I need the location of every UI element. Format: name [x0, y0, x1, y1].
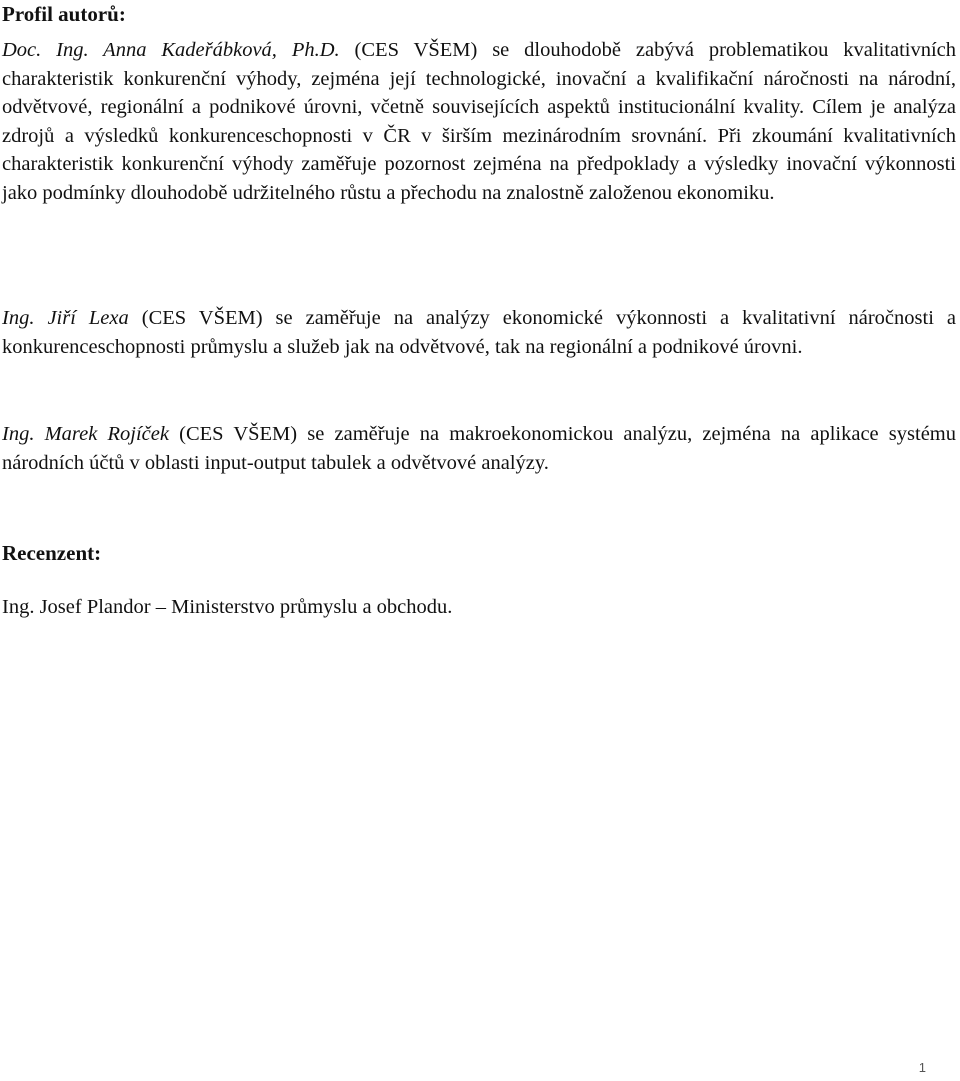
- author-description: (CES VŠEM) se dlouhodobě zabývá problematikou kvalitativních charakteristik konkurenční výhody, zejména její technologické, inovační a kvalifikační náročnosti na národní, odvětvové, regionální a podnikové úrovni, včetně souvisejících aspektů institucionální kvality. Cílem je analýza zdrojů a výsledků konkurenceschopnosti v ČR v širším mezinárodním srovnání. Při zkoumání kvalitativních charakteristik konkurenční výhody zaměřuje pozornost zejména na předpoklady a výsledky inovační výkonnosti jako podmínky dlouhodobě udržitelného růstu a přechodu na znalostně založenou ekonomiku.: [2, 39, 957, 204]
- author-description: (CES VŠEM) se zaměřuje na analýzy ekonomické výkonnosti a kvalitativní náročnosti a konkurenceschopnosti průmyslu a služeb jak na odvětvové, tak na regionální a podnikové úrovni.: [2, 307, 956, 358]
- author-name: Ing. Marek Rojíček: [2, 423, 169, 445]
- reviewer-heading: Recenzent:: [2, 541, 102, 565]
- author-paragraph: [2, 420, 956, 477]
- author-name: Doc. Ing. Anna Kadeřábková, Ph.D.: [2, 39, 340, 61]
- author-paragraph: [2, 36, 956, 207]
- page-number: 1: [918, 1060, 926, 1075]
- author-description: (CES VŠEM) se zaměřuje na makroekonomickou analýzu, zejména na aplikace systému národních účtů v oblasti input-output tabulek a odvětvové analýzy.: [2, 423, 956, 474]
- reviewer-text: Ing. Josef Plandor – Ministerstvo průmyslu a obchodu.: [2, 596, 453, 618]
- author-name: Ing. Jiří Lexa: [2, 307, 129, 329]
- author-paragraph: [2, 304, 956, 361]
- profile-heading: Profil autorů:: [2, 2, 126, 26]
